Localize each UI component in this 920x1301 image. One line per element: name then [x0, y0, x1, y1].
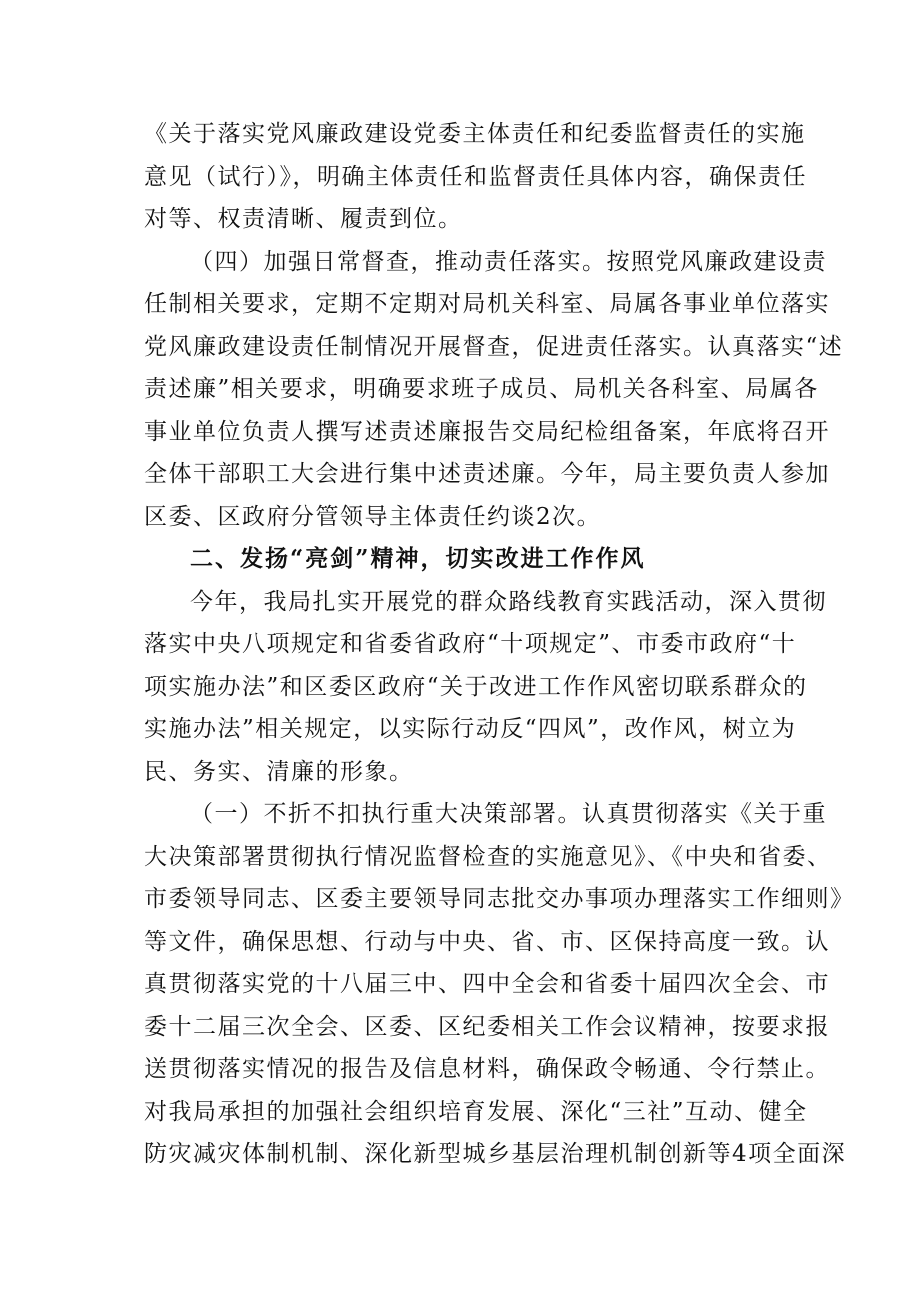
text-line-15: 实施办法”相关规定，以实际行动反“四风”，改作风，树立为: [144, 716, 797, 742]
text-line-25: 防灾减灾体制机制、深化新型城乡基层治理机制创新等4项全面深: [144, 1141, 847, 1167]
text-line-8: 事业单位负责人撰写述责述廉报告交局纪检组备案，年底将召开: [144, 418, 830, 445]
text-line-1: 《关于落实党风廉政建设党委主体责任和纪委监督责任的实施: [144, 121, 806, 147]
text-line-21: 真贯彻落实党的十八届三中、四中全会和省委十届四次全会、市: [144, 971, 830, 997]
section-heading: 二、发扬“亮剑”精神，切实改进工作作风: [190, 545, 646, 572]
text-line-9: 全体干部职工大会进行集中述责述廉。今年，局主要负责人参加: [144, 461, 830, 487]
text-line-19: 市委领导同志、区委主要领导同志批交办事项办理落实工作细则》: [144, 886, 855, 912]
text-line-4: （四）加强日常督查，推动责任落实。按照党风廉政建设责: [190, 248, 827, 275]
text-line-3: 对等、权责清晰、履责到位。: [144, 206, 463, 232]
text-line-7: 责述廉”相关要求，明确要求班子成员、局机关各科室、局属各: [144, 376, 819, 402]
text-line-18: 大决策部署贯彻执行情况监督检查的实施意见》、《中央和省委、: [144, 843, 832, 870]
text-line-12: 今年，我局扎实开展党的群众路线教育实践活动，深入贯彻: [190, 588, 827, 615]
text-line-2: 意见（试行）》，明确主体责任和监督责任具体内容，确保责任: [144, 163, 807, 190]
text-line-16: 民、务实、清廉的形象。: [144, 758, 414, 785]
text-line-6: 党风廉政建设责任制情况开展督查，促进责任落实。认真落实“述: [144, 333, 844, 360]
text-line-13: 落实中央八项规定和省委省政府“十项规定”、市委市政府“十: [144, 631, 797, 657]
text-line-22: 委十二届三次全会、区委、区纪委相关工作会议精神，按要求报: [144, 1013, 830, 1040]
text-line-5: 任制相关要求，定期不定期对局机关科室、局属各事业单位落实: [144, 291, 830, 317]
text-line-20: 等文件，确保思想、行动与中央、省、市、区保持高度一致。认: [144, 928, 830, 955]
document-body: [144, 113, 855, 1176]
text-line-10: 区委、区政府分管领导主体责任约谈2次。: [144, 503, 602, 530]
text-line-17: （一）不折不扣执行重大决策部署。认真贯彻落实《关于重: [190, 801, 827, 827]
text-line-24: 对我局承担的加强社会组织培育发展、深化“三社”互动、健全: [144, 1098, 808, 1125]
text-line-23: 送贯彻落实情况的报告及信息材料，确保政令畅通、令行禁止。: [144, 1056, 830, 1082]
text-line-14: 项实施办法”和区委区政府“关于改进工作作风密切联系群众的: [144, 673, 808, 700]
